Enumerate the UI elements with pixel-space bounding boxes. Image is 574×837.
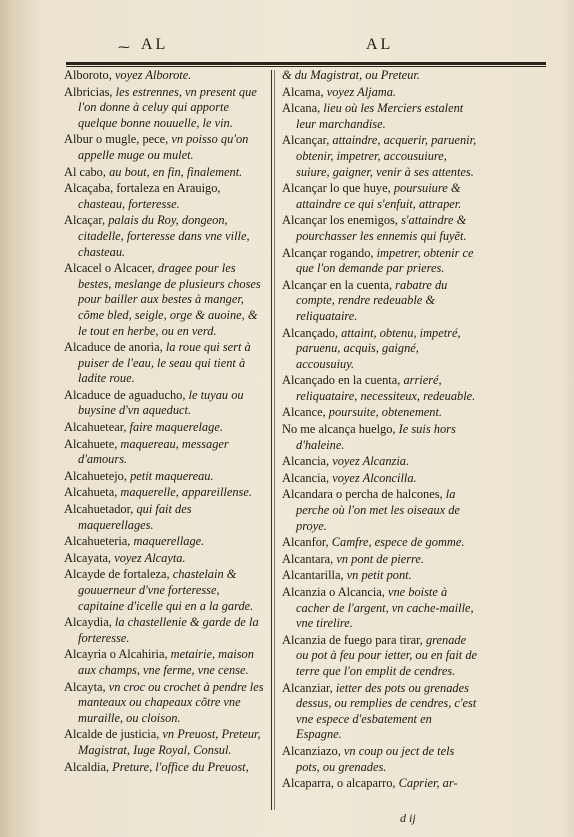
dictionary-entry [282, 181, 478, 212]
entry-definition: impetrer, obtenir ce que l'on demande par prieres. [296, 245, 474, 276]
entry-definition: poursuite, obtenement. [328, 405, 442, 420]
header-mark: ⁓ [118, 40, 133, 54]
entry-headword: Alcanfor, [282, 535, 332, 550]
dictionary-entry [282, 535, 478, 551]
entry-definition: & du Magistrat, ou Preteur. [282, 68, 420, 82]
entry-headword: Alcanziar, [282, 680, 336, 695]
dictionary-entry [282, 471, 478, 487]
entry-headword: Alcanziazo, [282, 743, 344, 758]
entry-headword: Alcançar rogando, [282, 245, 377, 260]
entry-definition: rabatre du compte, rendre redeuable & reliquataire. [296, 277, 448, 323]
entry-headword: Albricias, [64, 84, 116, 99]
entry-definition: arrieré, reliquataire, necessiteux, redeuable. [296, 373, 476, 403]
column-divider-thin [274, 70, 275, 810]
dictionary-entry [64, 469, 264, 485]
entry-headword: Alcahueteria, [64, 534, 134, 549]
dictionary-entry [64, 213, 264, 260]
entry-headword: Alcacel o Alcacer, [64, 261, 158, 276]
entry-definition: metairie, maison aux champs, vne ferme, vne cense. [78, 647, 254, 677]
dictionary-entry [64, 680, 264, 727]
dictionary-entry [64, 68, 264, 84]
entry-headword: Alcaparra, o alcaparro, [282, 776, 399, 791]
dictionary-entry [282, 552, 478, 568]
entry-headword: Alcançar en la cuenta, [282, 277, 396, 292]
dictionary-entry [282, 278, 478, 325]
entry-definition: les estrennes, vn present que l'on donne à celuy qui apporte quelque bonne nouuelle, le vin. [78, 84, 257, 130]
dictionary-entry [282, 422, 478, 453]
entry-headword: Alcahuetador, [64, 502, 137, 517]
entry-headword: Alcayde de fortaleza, [64, 567, 173, 582]
entry-headword: Alcaydia, [64, 615, 115, 630]
dictionary-entry [64, 727, 264, 758]
entry-definition: grenade ou pot à feu pour ietter, ou en fait de terre que l'on emplit de cendres. [296, 632, 478, 678]
entry-headword: Alcana, [282, 101, 324, 116]
entry-headword: Alcalde de justicia, [64, 727, 163, 742]
entry-definition: vn Preuost, Preteur, Magistrat, Iuge Royal, Consul. [78, 727, 261, 757]
entry-headword: Alcaduce de aguaducho, [64, 387, 189, 402]
entry-headword: Alcaduce de anoria, [64, 340, 166, 355]
dictionary-entry [282, 454, 478, 470]
dictionary-entry [64, 551, 264, 567]
dictionary-entry [64, 132, 264, 163]
entry-headword: Alcayta, [64, 679, 109, 694]
header-rule-thin [66, 66, 546, 67]
entry-definition: la chastellenie & garde de la forteresse. [78, 615, 259, 645]
dictionary-entry [64, 567, 264, 614]
dictionary-entry [64, 534, 264, 550]
dictionary-entry [282, 776, 478, 792]
entry-definition: le tuyau ou buysine d'vn aqueduct. [78, 387, 244, 418]
entry-headword: Alcançar los enemigos, [282, 213, 402, 228]
header-left: AL [141, 36, 169, 53]
dictionary-entry [282, 681, 478, 743]
entry-definition: palais du Roy, dongeon, citadelle, forteresse dans vne ville, chasteau. [78, 213, 250, 259]
entry-headword: Alcahuete, [64, 436, 121, 451]
dictionary-entry [282, 326, 478, 373]
entry-definition: faire maquerelage. [129, 420, 223, 435]
left-column [64, 68, 264, 776]
entry-headword: Alcancia, [282, 470, 333, 485]
entry-headword: Alcandara o percha de halcones, [282, 487, 446, 502]
entry-headword: Alcahuetejo, [64, 468, 131, 483]
dictionary-entry [282, 68, 478, 84]
entry-definition: ietter des pots ou grenades dessus, ou remplies de cendres, c'est vne espece d'esbatement en Espagne. [296, 680, 477, 742]
entry-headword: Alcanzia de fuego para tirar, [282, 632, 426, 647]
entry-headword: Alcantara, [282, 551, 337, 566]
entry-definition: vn croc ou crochet à pendre les manteaux ou chapeaux cõtre vne muraille, ou cloison. [78, 679, 264, 725]
signature-mark: d ij [400, 811, 416, 825]
entry-definition: lieu où les Merciers estalent leur marchandise. [296, 101, 464, 131]
dictionary-entry [282, 487, 478, 534]
entry-headword: Albur o mugle, pece, [64, 132, 172, 147]
dictionary-entry [64, 340, 264, 387]
entry-definition: s'attaindre & pourchasser les ennemis qui fuyẽt. [296, 213, 467, 243]
entry-headword: Alcançado, [282, 325, 342, 340]
entry-definition: attaint, obtenu, impetré, paruenu, acquis, gaigné, accousuiuy. [296, 325, 461, 371]
entry-headword: Alcantarilla, [282, 568, 347, 583]
entry-definition: voyez Alcanzia. [332, 454, 410, 469]
entry-definition: Caprier, ar- [398, 776, 458, 791]
entry-headword: Alcahueta, [64, 485, 121, 500]
entry-headword: Alcançar lo que huye, [282, 181, 394, 196]
entry-definition: vn coup ou ject de tels pots, ou grenades. [296, 743, 455, 774]
entry-definition: vn petit pont. [346, 568, 412, 583]
dictionary-entry [282, 405, 478, 421]
dictionary-entry [64, 647, 264, 678]
entry-headword: Alboroto, [64, 68, 115, 82]
entry-headword: Alcaldia, [64, 759, 113, 774]
entry-definition: voyez Alconcilla. [332, 470, 417, 485]
dictionary-entry [282, 133, 478, 180]
dictionary-entry [282, 744, 478, 775]
entry-headword: Alcama, [282, 84, 327, 99]
entry-definition: chasteau, forteresse. [78, 196, 180, 211]
entry-definition: petit maquereau. [130, 468, 214, 483]
dictionary-entry [282, 585, 478, 632]
right-column [282, 68, 478, 793]
dictionary-entry [64, 502, 264, 533]
dictionary-entry [282, 101, 478, 132]
entry-headword: Alcaçaba, fortaleza en Arauigo, [64, 181, 221, 196]
entry-definition: Camfre, espece de gomme. [331, 535, 465, 550]
entry-definition: maquerellage. [133, 534, 205, 549]
entry-headword: Alcançar, [282, 133, 333, 148]
entry-definition: voyez Alborote. [114, 68, 192, 82]
dictionary-entry [64, 261, 264, 339]
dictionary-entry [282, 373, 478, 404]
entry-definition: la perche où l'on met les oiseaux de proye. [296, 487, 460, 533]
entry-definition: dragee pour les bestes, meslange de plusieurs choses pour bailler aux bestes à manger, cõme bled, seigle, orge & auoine, & le tout en herbe, ou en verd. [78, 261, 261, 338]
entry-headword: Alcahuetear, [64, 420, 130, 435]
entry-headword: Alcance, [282, 405, 329, 420]
dictionary-entry [64, 485, 264, 501]
dictionary-entry [282, 568, 478, 584]
entry-headword: Alcayria o Alcahiria, [64, 647, 171, 662]
entry-definition: poursuiure & attaindre ce qui s'enfuit, attraper. [296, 181, 462, 211]
dictionary-entry [64, 437, 264, 468]
entry-definition: attaindre, acquerir, paruenir, obtenir, impetrer, accousuiure, suiure, gaigner, venir à ses attentes. [296, 133, 477, 179]
entry-definition: vn pont de pierre. [336, 551, 424, 566]
dictionary-entry [64, 181, 264, 212]
entry-headword: No me alcança huelgo, [282, 422, 399, 437]
entry-definition: maquerelle, appareillense. [120, 485, 252, 500]
dictionary-entry [64, 420, 264, 436]
entry-definition: au bout, en fin, finalement. [109, 164, 243, 179]
entry-definition: vne boiste à cacher de l'argent, vn cache-maille, vne tirelire. [296, 585, 474, 631]
entry-definition: la roue qui sert à puiser de l'eau, le seau qui tient à ladite roue. [78, 340, 251, 386]
entry-definition: voyez Aljama. [326, 84, 397, 99]
entry-definition: qui fait des maquerellages. [78, 502, 192, 532]
entry-definition: vn poisso qu'on appelle muge ou mulet. [78, 132, 249, 162]
header-rule [66, 62, 546, 65]
dictionary-entry [64, 388, 264, 419]
entry-definition: Ie suis hors d'haleine. [296, 422, 456, 452]
entry-headword: Alcancia, [282, 454, 333, 469]
header-right: AL [366, 36, 394, 53]
dictionary-entry [64, 760, 264, 776]
dictionary-entry [64, 615, 264, 646]
entry-definition: maquereau, messager d'amours. [78, 436, 229, 467]
dictionary-entry [282, 633, 478, 680]
running-header [66, 36, 546, 60]
column-divider [271, 70, 272, 810]
dictionary-entry [64, 85, 264, 132]
entry-definition: chastelain & gouuerneur d'vne forteresse, capitaine d'icelle qui en a la garde. [78, 567, 254, 613]
dictionary-entry [282, 85, 478, 101]
entry-definition: voyez Alcayta. [114, 550, 186, 565]
dictionary-entry [64, 165, 264, 181]
dictionary-entry [282, 246, 478, 277]
entry-headword: Al cabo, [64, 164, 110, 179]
entry-headword: Alcaçar, [64, 213, 109, 228]
dictionary-entry [282, 213, 478, 244]
entry-headword: Alcayata, [64, 550, 115, 565]
entry-headword: Alcançado en la cuenta, [282, 373, 404, 388]
entry-headword: Alcanzia o Alcancia, [282, 585, 388, 599]
entry-definition: Preture, l'office du Preuost, [112, 759, 249, 774]
